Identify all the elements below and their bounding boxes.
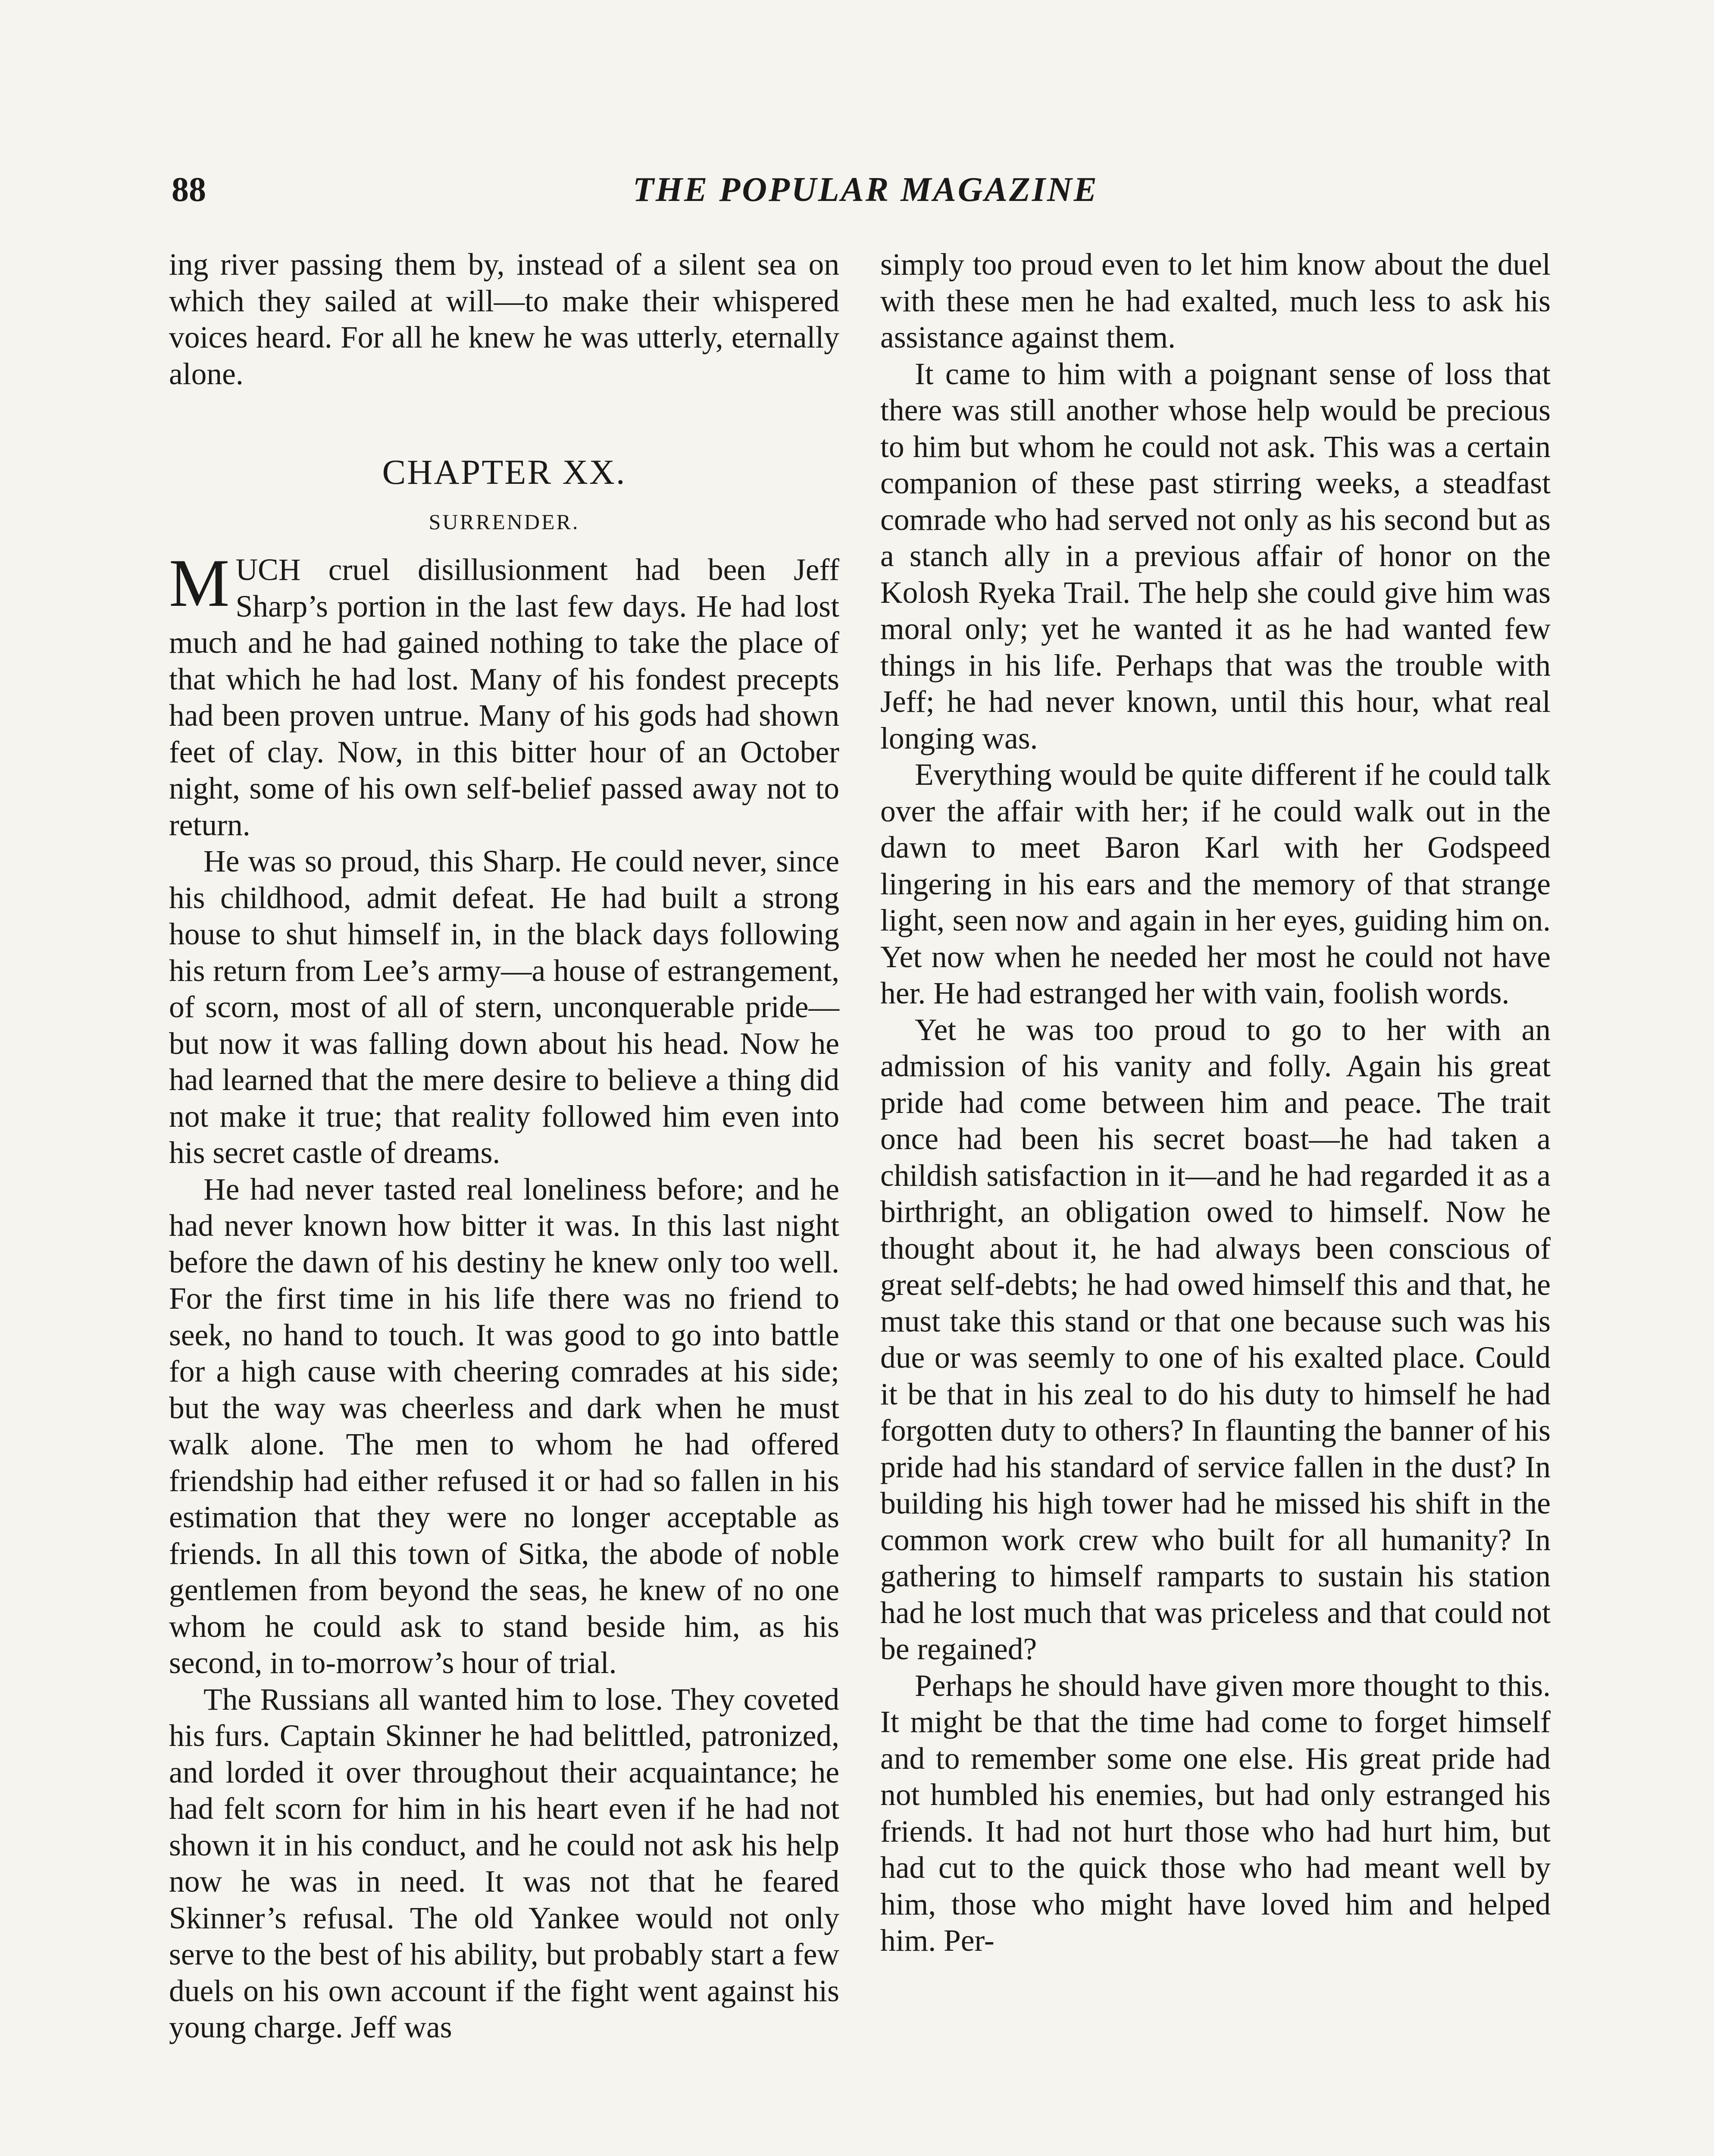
continuation-paragraph: ing river passing them by, instead of a silent sea on which they sailed at will—to make their whispered voices heard. For all he knew he was utterly, eternally alone. <box>169 248 839 391</box>
body-paragraph: He was so proud, this Sharp. He could never, since his childhood, admit defeat. He had built a strong house to shut himself in, in the black days following his return from Lee’s army—a house of estrangement, of scorn, most of all of stern, unconquerable pride—but now it was falling down about his head. Now he had learned that the mere desire to believe a thing did not make it true; that reality followed him even into his secret castle of dreams. <box>169 844 839 1170</box>
chapter-subtitle: SURRENDER. <box>428 510 580 534</box>
drop-cap: M <box>169 545 230 621</box>
page-header <box>172 170 1560 226</box>
body-paragraph: He had never tasted real loneliness before; and he had never known how bitter it was. In this last night before the dawn of his destiny he knew only too well. For the first time in his life there was no friend to seek, no hand to touch. It was good to go into battle for a high cause with cheering comrades at his side; but the way was cheerless and dark when he must walk alone. The men to whom he had offered friendship had either refused it or had so fallen in his estimation that they were no longer acceptable as friends. In all this town of Sitka, the abode of noble gentlemen from beyond the seas, he knew of no one whom he could ask to stand beside him, as his second, in to-morrow’s hour of trial. <box>169 1172 839 1680</box>
body-paragraph: It came to him with a poignant sense of loss that there was still another whose help would be precious to him but whom he could not ask. This was a certain companion of these past stirring weeks, a steadfast comrade who had served not only as his second but as a stanch ally in a previous affair of honor on the Kolosh Ryeka Trail. The help she could give him was moral only; yet he wanted it as he had wanted few things in his life. Perhaps that was the trouble with Jeff; he had never known, until this hour, what real longing was. <box>880 357 1551 755</box>
body-paragraph: Yet he was too proud to go to her with an admission of his vanity and folly. Again his great pride had come between him and peace. The trait once had been his secret boast—he had taken a childish satisfaction in it—and he had regarded it as a birthright, an obligation owed to himself. Now he thought about it, he had always been conscious of great self-debts; he had owed himself this and that, he must take this stand or that one because such was his due or was seemly to one of his exalted place. Could it be that in his zeal to do his duty to himself he had forgotten duty to others? In flaunting the banner of his pride had his standard of service fallen in the dust? In building his high tower had he missed his shift in the common work crew who built for all humanity? In gathering to himself ramparts to sustain his station had he lost much that was priceless and that could not be regained? <box>880 1012 1551 1666</box>
opening-lead-word: UCH <box>235 553 301 587</box>
body-paragraph: Everything would be quite different if he could talk over the affair with her; if he could walk out in the dawn to meet Baron Karl with her Godspeed lingering in his ears and the memory of that strange light, seen now and again in her eyes, guiding him on. Yet now when he needed her most he could not have her. He had estranged her with vain, foolish words. <box>880 758 1551 1010</box>
continuation-paragraph: simply too proud even to let him know about the duel with these men he had exalted, much less to ask his assistance against them. <box>880 248 1551 354</box>
chapter-opening-paragraph <box>169 545 839 843</box>
right-column <box>880 247 1551 1959</box>
body-paragraph: Perhaps he should have given more thought to this. It might be that the time had come to forget himself and to remember some one else. His great pride had not humbled his enemies, but had only estranged his friends. It had not hurt those who had hurt him, but had cut to the quick those who had meant well by him, those who might have loved him and helped him. Per- <box>880 1668 1551 1958</box>
left-column <box>169 247 839 2046</box>
opening-paragraph-text: cruel disillusionment had been Jeff Sharp’s portion in the last few days. He had lost much and he had gained nothing to take the place of that which he had lost. Many of his fondest precepts had been proven untrue. Many of his gods had shown feet of clay. Now, in this bitter hour of an October night, some of his own self-belief passed away not to return. <box>169 553 839 842</box>
page-number: 88 <box>172 171 206 209</box>
body-paragraph: The Russians all wanted him to lose. They coveted his furs. Captain Skinner he had belittled, patronized, and lorded it over throughout their acquaintance; he had felt scorn for him in his heart even if he had not shown it in his conduct, and he could not ask his help now he was in need. It was not that he feared Skinner’s refusal. The old Yankee would not only serve to the best of his ability, but probably start a few duels on his own account if the fight went against his young charge. Jeff was <box>169 1682 839 2044</box>
running-title: THE POPULAR MAGAZINE <box>632 171 1099 209</box>
chapter-title: CHAPTER XX. <box>382 452 626 492</box>
